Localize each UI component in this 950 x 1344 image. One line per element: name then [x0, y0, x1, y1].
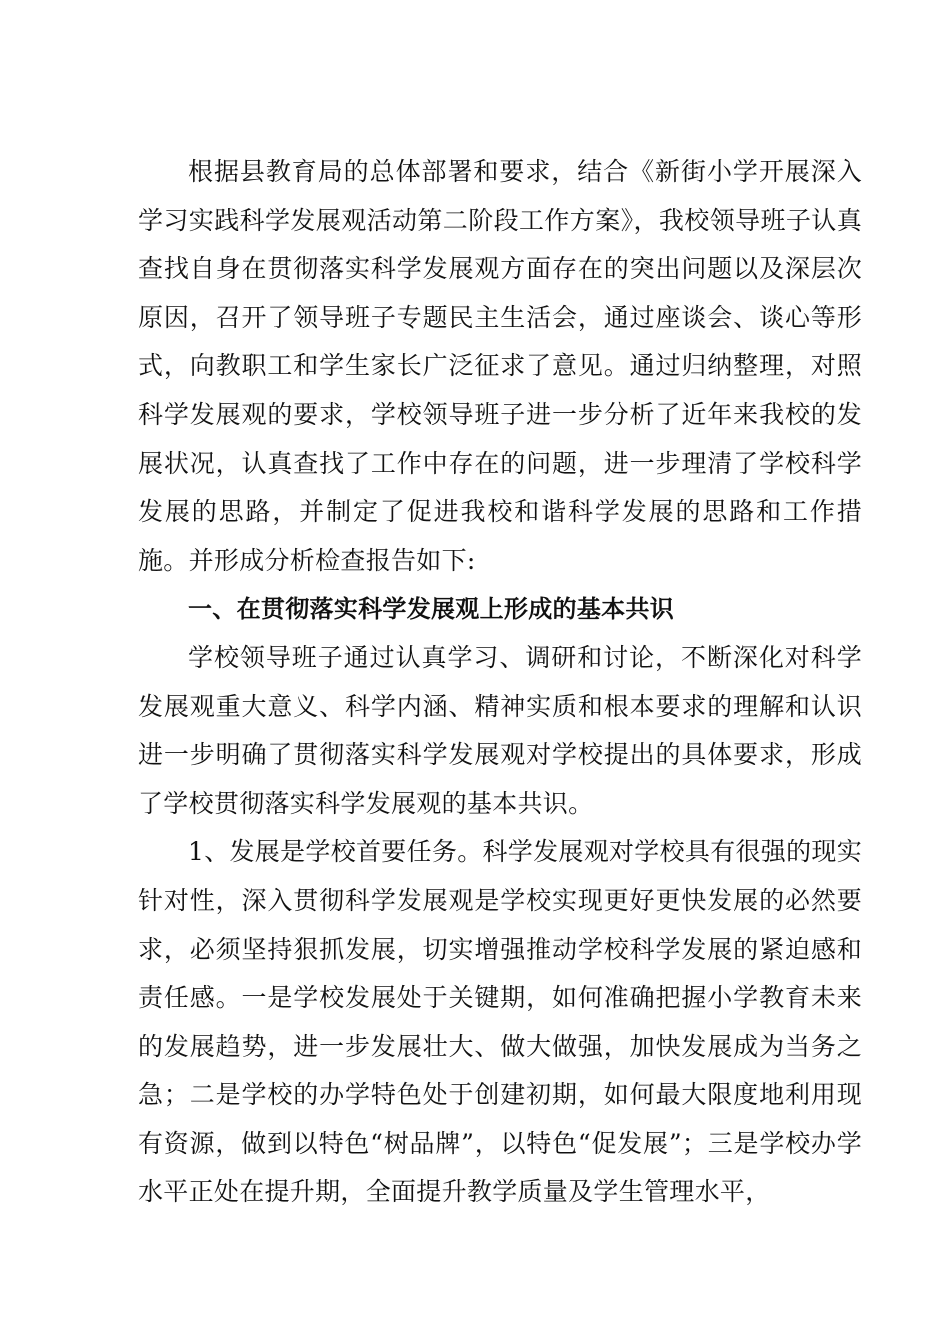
point-one-paragraph: 1、发展是学校首要任务。科学发展观对学校具有很强的现实针对性，深入贯彻科学发展观是学校实现更好更快发展的必然要求，必须坚持狠抓发展，切实增强推动学校科学发展的紧迫感和责任感。一是学校发展处于关键期，如何准确把握小学教育未来的发展趋势，进一步发展壮大、做大做强，加快发展成为当务之急；二是学校的办学特色处于创建初期，如何最大限度地利用现有资源，做到以特色“树品牌”，以特色“促发展”；三是学校办学水平正处在提升期，全面提升教学质量及学生管理水平，	[138, 837, 863, 1207]
intro-paragraph: 根据县教育局的总体部署和要求，结合《新街小学开展深入学习实践科学发展观活动第二阶段工作方案》，我校领导班子认真查找自身在贯彻落实科学发展观方面存在的突出问题以及深层次原因，召开了领导班子专题民主生活会，通过座谈会、谈心等形式，向教职工和学生家长广泛征求了意见。通过归纳整理，对照科学发展观的要求，学校领导班子进一步分析了近年来我校的发展状况，认真查找了工作中存在的问题，进一步理清了学校科学发展的思路，并制定了促进我校和谐科学发展的思路和工作措施。并形成分析检查报告如下:	[138, 157, 862, 575]
document-body	[138, 148, 862, 1217]
section-heading: 一、在贯彻落实科学发展观上形成的基本共识	[188, 595, 674, 624]
consensus-paragraph: 学校领导班子通过认真学习、调研和讨论，不断深化对科学发展观重大意义、科学内涵、精神实质和根本要求的理解和认识进一步明确了贯彻落实科学发展观对学校提出的具体要求，形成了学校贯彻落实科学发展观的基本共识。	[138, 642, 862, 818]
